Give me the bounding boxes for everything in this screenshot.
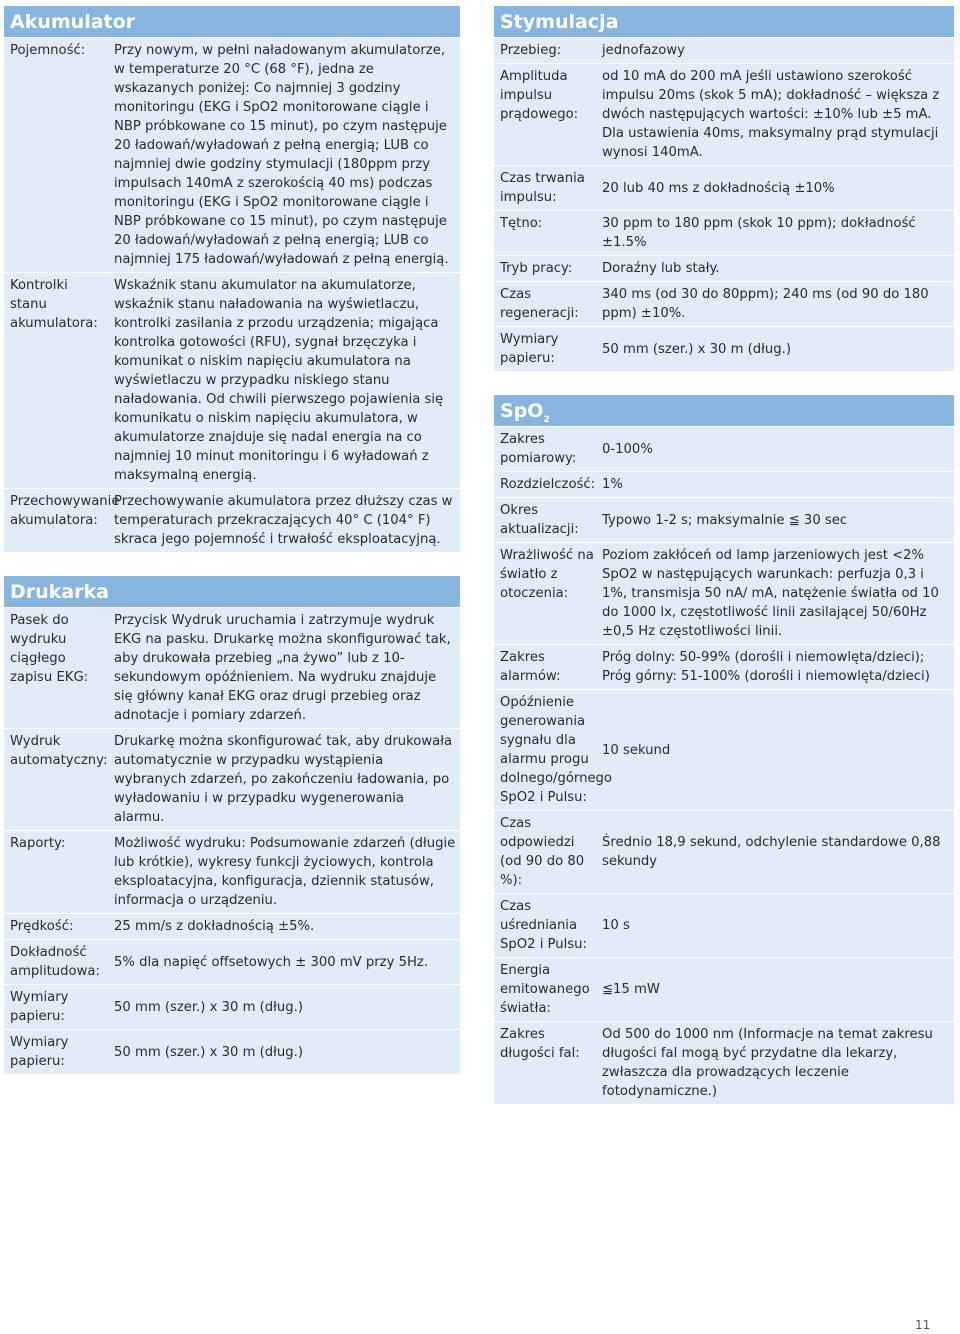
spec-row	[494, 255, 954, 281]
spec-label: Przechowywanie akumulatora:	[10, 494, 120, 528]
spec-value: 5% dla napięć offsetowych ± 300 mV przy 5Hz.	[114, 954, 429, 970]
spec-value: Przy nowym, w pełni naładowanym akumulatorze, w temperaturze 20 °C (68 °F), jedna ze wskazanych poniżej: Co najmniej 3 godziny monitoringu (EKG i SpO2 monitorowane ciągle i NBP próbkowane co 15 minut), po czym następuje 20 ładowań/wyładowań z pełną energią; LUB co najmniej dwie godziny stymulacji (180ppm przy impulsach 140mA z szerokością 40 ms) podczas monitoringu (EKG i SpO2 monitorowane ciągle i NBP próbkowane co 15 minut), po czym następuje 20 ładowań/wyładowań z pełną energią; LUB co najmniej 175 ładowań/wyładowań z pełną energią.	[114, 43, 449, 267]
spec-row	[4, 728, 460, 830]
spec-row	[494, 426, 954, 471]
spec-row	[4, 272, 460, 488]
spec-label: Wymiary papieru:	[10, 990, 69, 1024]
spec-row	[4, 607, 460, 728]
right-column	[494, 6, 954, 1118]
spec-row	[494, 810, 954, 893]
spec-row	[4, 984, 460, 1029]
spec-value: Przycisk Wydruk uruchamia i zatrzymuje wydruk EKG na pasku. Drukarkę można skonfigurować tak, aby drukowała przebieg „na żywo” lub z 10-sekundowym opóźnieniem. Na wydruku znajduje się główny kanał EKG oraz drugi przebieg oraz adnotacje i pomiary zdarzeń.	[114, 613, 451, 723]
spec-value: jednofazowy	[602, 43, 685, 58]
spec-row	[4, 830, 460, 913]
spec-value: 10 s	[602, 918, 630, 933]
section-drukarka	[4, 576, 460, 1074]
spec-row	[4, 488, 460, 552]
spec-label: Raporty:	[10, 836, 66, 851]
spec-value: Doraźny lub stały.	[602, 261, 720, 276]
spec-row	[4, 913, 460, 939]
left-column	[4, 6, 460, 1088]
spec-row	[494, 210, 954, 255]
spec-label: Amplituda impulsu prądowego:	[500, 69, 579, 122]
spec-label: Przebieg:	[500, 43, 562, 58]
spec-label: Wymiary papieru:	[10, 1035, 69, 1069]
spec-value: Wskaźnik stanu akumulator na akumulatorze, wskaźnik stanu naładowania na wyświetlaczu, kontrolki zasilania z przodu urządzenia; migająca kontrolka gotowości (RFU), sygnał brzęczyka i komunikat o niskim napięciu akumulatora na wyświetlaczu w przypadku niskiego stanu naładowania. Od chwili pierwszego pojawienia się komunikatu o niskim napięciu akumulatora, w akumulatorze znajduje się nadal energia na co najmniej 10 minut monitoringu i 6 wyładowań z maksymalną energią.	[114, 278, 444, 483]
spec-value: Od 500 do 1000 nm (Informacje na temat zakresu długości fal mogą być przydatne dla lekarzy, zwłaszcza dla prowadzących leczenie fotodynamiczne.)	[602, 1027, 933, 1099]
spec-row	[494, 542, 954, 644]
spec-value: Możliwość wydruku: Podsumowanie zdarzeń (długie lub krótkie), wykresy funkcji życiowych, kontrola eksploatacyjna, konfiguracja, dziennik statusów, informacja o urządzeniu.	[114, 836, 456, 908]
spec-label: Tętno:	[500, 216, 543, 231]
spec-value: 10 sekund	[602, 742, 671, 758]
section-akumulator	[4, 6, 460, 552]
spec-label: Opóźnienie generowania sygnału dla alarmu progu dolnego/górnego SpO2 i Pulsu:	[500, 695, 612, 805]
page-number: 11	[915, 1318, 931, 1332]
spec-label: Wydruk automatyczny:	[10, 734, 108, 768]
spec-label: Czas odpowiedzi (od 90 do 80 %):	[500, 816, 585, 888]
spec-row	[494, 63, 954, 165]
spec-row	[494, 957, 954, 1021]
spec-label: Zakres pomiarowy:	[500, 432, 577, 466]
spec-value: ≦15 mW	[602, 982, 660, 997]
spec-label: Tryb pracy:	[500, 261, 573, 276]
spec-label: Zakres długości fal:	[500, 1027, 580, 1061]
section-spo2	[494, 395, 954, 1104]
spec-row	[494, 1021, 954, 1104]
spec-value: 340 ms (od 30 do 80ppm); 240 ms (od 90 do 180 ppm) ±10%.	[602, 287, 929, 321]
spec-label: Rozdzielczość:	[500, 477, 596, 492]
spec-label: Czas trwania impulsu:	[500, 171, 585, 205]
spec-value: 25 mm/s z dokładnością ±5%.	[114, 919, 315, 934]
spec-row	[4, 37, 460, 272]
spec-value: 50 mm (szer.) x 30 m (dług.)	[602, 341, 791, 357]
section-title	[494, 395, 954, 426]
spec-row	[4, 1029, 460, 1074]
section-stymulacja	[494, 6, 954, 371]
spec-label: Zakres alarmów:	[500, 650, 561, 684]
spec-label: Prędkość:	[10, 919, 74, 934]
spec-value: Drukarkę można skonfigurować tak, aby drukowała automatycznie w przypadku wystąpienia wybranych zdarzeń, po zakończeniu ładowania, po wyładowaniu i w przypadku wygenerowania alarmu.	[114, 734, 453, 825]
spec-row	[494, 37, 954, 63]
spec-value: Średnio 18,9 sekund, odchylenie standardowe 0,88 sekundy	[602, 835, 941, 869]
spec-value: 30 ppm to 180 ppm (skok 10 ppm); dokładność ±1.5%	[602, 216, 916, 250]
spec-label: Pasek do wydruku ciągłego zapisu EKG:	[10, 613, 89, 685]
spec-row	[494, 893, 954, 957]
spec-value: 1%	[602, 477, 623, 492]
section-title: Drukarka	[4, 576, 460, 607]
spec-row	[494, 326, 954, 371]
spec-label: Czas regeneracji:	[500, 287, 579, 321]
spec-label: Wymiary papieru:	[500, 332, 559, 366]
spec-value: 0-100%	[602, 441, 653, 457]
section-title: Akumulator	[4, 6, 460, 37]
section-title-subscript: 2	[543, 414, 550, 425]
spec-label: Okres aktualizacji:	[500, 503, 579, 537]
spec-value: 50 mm (szer.) x 30 m (dług.)	[114, 1044, 303, 1060]
spec-value: Przechowywanie akumulatora przez dłuższy czas w temperaturach przekraczających 40° C (104° F) skraca jego pojemność i trwałość eksploatacyjną.	[114, 494, 453, 547]
spec-value: Poziom zakłóceń od lamp jarzeniowych jest <2% SpO2 w następujących warunkach: perfuzja 0,3 i 1%, transmisja 50 nA/ mA, natężenie światła od 10 do 1000 lx, częstotliwość linii zasilającej 50/60Hz ±0,5 Hz częstotliwości linii.	[602, 548, 939, 639]
spec-row	[494, 471, 954, 497]
spec-label: Wrażliwość na światło z otoczenia:	[500, 548, 594, 601]
section-title: Stymulacja	[494, 6, 954, 37]
spec-label: Czas uśredniania SpO2 i Pulsu:	[500, 899, 587, 952]
spec-label: Energia emitowanego światła:	[500, 963, 590, 1016]
spec-row	[494, 165, 954, 210]
spec-label: Pojemność:	[10, 43, 86, 58]
spec-label: Dokładność amplitudowa:	[10, 945, 100, 979]
spec-row	[494, 644, 954, 689]
spec-row	[4, 939, 460, 984]
spec-label: Kontrolki stanu akumulatora:	[10, 278, 98, 331]
spec-value: od 10 mA do 200 mA jeśli ustawiono szerokość impulsu 20ms (skok 5 mA); dokładność – większa z dwóch następujących wartości: ±10% lub ±5 mA. Dla ustawienia 40ms, maksymalny prąd stymulacji wynosi 140mA.	[602, 69, 940, 160]
spec-value: Typowo 1-2 s; maksymalnie ≦ 30 sec	[602, 512, 848, 528]
spec-row	[494, 497, 954, 542]
section-title-main: SpO	[500, 400, 544, 422]
spec-value: 50 mm (szer.) x 30 m (dług.)	[114, 999, 303, 1015]
spec-row	[494, 281, 954, 326]
spec-value: Próg dolny: 50-99% (dorośli i niemowlęta/dzieci); Próg górny: 51-100% (dorośli i niemowlęta/dzieci)	[602, 650, 930, 684]
spec-value: 20 lub 40 ms z dokładnością ±10%	[602, 180, 835, 196]
spec-row	[494, 689, 954, 810]
